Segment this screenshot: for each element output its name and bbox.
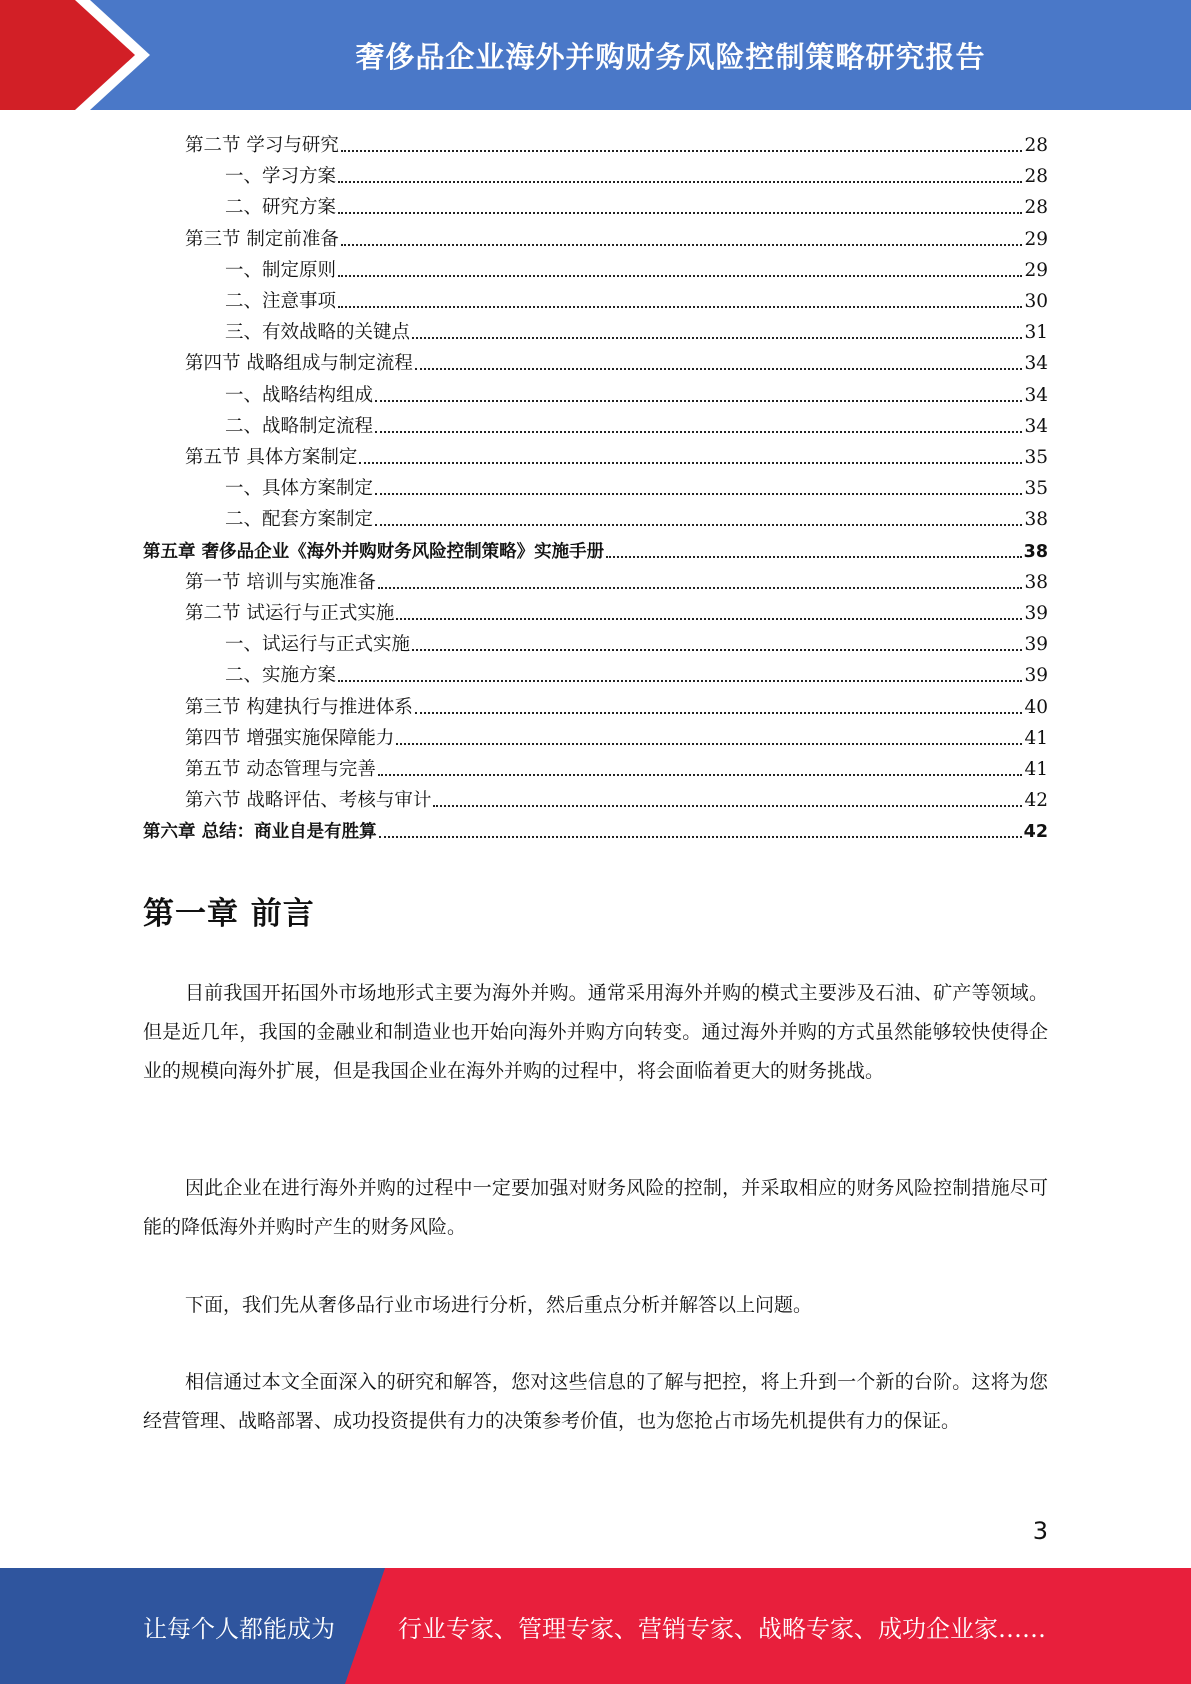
toc-subsection-entry[interactable] — [225, 657, 1048, 688]
toc-dot-leader — [375, 431, 1022, 433]
toc-entry-page: 42 — [1023, 822, 1048, 843]
toc-section-entry[interactable] — [185, 689, 1048, 720]
toc-subsection-entry[interactable] — [225, 501, 1048, 532]
toc-subsection-entry[interactable] — [225, 470, 1048, 501]
toc-entry-page: 35 — [1024, 447, 1048, 468]
toc-entry-page: 41 — [1024, 727, 1048, 749]
paragraph-intro-1: 目前我国开拓国外市场地形式主要为海外并购。通常采用海外并购的模式主要涉及石油、矿产等领域。但是近几年，我国的金融业和制造业也开始向海外并购方向转变。通过海外并购的方式虽然能够较快使得企业的规模向海外扩展，但是我国企业在海外并购的过程中，将会面临着更大的财务挑战。 — [143, 982, 1048, 1082]
toc-dot-leader — [412, 337, 1022, 339]
toc-entry-page: 31 — [1024, 322, 1048, 344]
toc-dot-leader — [375, 400, 1022, 402]
toc-entry-page: 28 — [1024, 166, 1048, 188]
toc-entry-label: 第三节 构建执行与推进体系 — [185, 696, 413, 718]
toc-dot-leader — [412, 649, 1022, 651]
toc-entry-page: 28 — [1024, 197, 1048, 219]
toc-dot-leader — [338, 306, 1022, 308]
toc-entry-page: 39 — [1024, 634, 1048, 656]
toc-entry-label: 第五节 具体方案制定 — [185, 447, 358, 468]
toc-entry-page: 38 — [1023, 541, 1048, 562]
toc-entry-label: 二、战略制定流程 — [225, 415, 374, 437]
toc-entry-label: 第六节 战略评估、考核与审计 — [185, 790, 432, 812]
toc-chapter-entry[interactable] — [143, 813, 1048, 844]
toc-entry-label: 第三节 制定前准备 — [185, 228, 339, 250]
toc-dot-leader — [606, 556, 1022, 558]
toc-entry-label: 一、战略结构组成 — [225, 384, 374, 406]
toc-entry-label: 第五节 动态管理与完善 — [185, 759, 376, 780]
toc-entry-page: 30 — [1024, 291, 1048, 312]
toc-subsection-entry[interactable] — [225, 314, 1048, 345]
toc-section-entry[interactable] — [185, 720, 1048, 751]
paragraph-intro-3: 下面，我们先从奢侈品行业市场进行分析，然后重点分析并解答以上问题。 — [185, 1294, 813, 1316]
footer-banner — [0, 1568, 1191, 1684]
toc-entry-page: 39 — [1024, 665, 1048, 687]
toc-subsection-entry[interactable] — [225, 408, 1048, 439]
toc-subsection-entry[interactable] — [225, 626, 1048, 657]
toc-dot-leader — [378, 774, 1023, 776]
footer-slogan-left: 让每个人都能成为 — [143, 1614, 335, 1643]
toc-subsection-entry[interactable] — [225, 377, 1048, 408]
toc-entry-page: 39 — [1024, 603, 1048, 624]
page-number: 3 — [1032, 1517, 1048, 1545]
toc-dot-leader — [379, 836, 1022, 838]
toc-subsection-entry[interactable] — [225, 189, 1048, 220]
toc-section-entry[interactable] — [185, 751, 1048, 782]
toc-entry-label: 第二节 试运行与正式实施 — [185, 603, 395, 624]
footer-slogan-right: 行业专家、管理专家、营销专家、战略专家、成功企业家…… — [398, 1614, 1046, 1643]
toc-entry-page: 41 — [1024, 759, 1048, 780]
toc-subsection-entry[interactable] — [225, 158, 1048, 189]
toc-entry-label: 一、学习方案 — [225, 166, 337, 188]
toc-entry-label: 二、注意事项 — [225, 291, 337, 312]
toc-dot-leader — [396, 743, 1022, 745]
header-banner — [0, 0, 1191, 110]
toc-entry-page: 29 — [1024, 259, 1048, 281]
toc-entry-label: 第五章 奢侈品企业《海外并购财务风险控制策略》实施手册 — [143, 541, 605, 562]
toc-section-entry[interactable] — [185, 127, 1048, 158]
toc-entry-label: 一、制定原则 — [225, 259, 337, 281]
toc-entry-label: 二、配套方案制定 — [225, 509, 374, 531]
toc-entry-label: 第二节 学习与研究 — [185, 135, 339, 156]
toc-section-entry[interactable] — [185, 564, 1048, 595]
toc-entry-label: 一、试运行与正式实施 — [225, 634, 411, 656]
toc-dot-leader — [338, 275, 1022, 277]
toc-entry-label: 二、研究方案 — [225, 197, 337, 219]
toc-dot-leader — [415, 368, 1023, 370]
toc-entry-label: 第四节 战略组成与制定流程 — [185, 353, 413, 375]
toc-section-entry[interactable] — [185, 345, 1048, 376]
document-title: 奢侈品企业海外并购财务风险控制策略研究报告 — [355, 39, 986, 74]
chevron-arrow-icon — [0, 0, 160, 110]
toc-subsection-entry[interactable] — [225, 283, 1048, 314]
toc-dot-leader — [338, 212, 1022, 214]
toc-entry-page: 28 — [1024, 135, 1048, 156]
toc-entry-label: 第一节 培训与实施准备 — [185, 571, 376, 593]
toc-entry-page: 35 — [1024, 478, 1048, 500]
toc-dot-leader — [338, 181, 1022, 183]
toc-dot-leader — [378, 587, 1023, 589]
toc-entry-label: 一、具体方案制定 — [225, 478, 374, 500]
toc-dot-leader — [433, 805, 1022, 807]
toc-entry-label: 第四节 增强实施保障能力 — [185, 727, 395, 749]
chapter-heading: 第一章 前言 — [143, 896, 315, 932]
toc-entry-label: 三、有效战略的关键点 — [225, 322, 411, 344]
toc-dot-leader — [375, 524, 1022, 526]
toc-entry-page: 38 — [1024, 571, 1048, 593]
toc-entry-page: 40 — [1024, 696, 1048, 718]
toc-dot-leader — [338, 680, 1022, 682]
toc-entry-page: 34 — [1024, 415, 1048, 437]
toc-dot-leader — [341, 244, 1023, 246]
toc-dot-leader — [415, 712, 1023, 714]
toc-entry-page: 38 — [1024, 509, 1048, 531]
toc-dot-leader — [396, 618, 1022, 620]
paragraph-intro-4: 相信通过本文全面深入的研究和解答，您对这些信息的了解与把控，将上升到一个新的台阶。这将为您经营管理、战略部署、成功投资提供有力的决策参考价值，也为您抢占市场先机提供有力的保证。 — [143, 1371, 1048, 1432]
toc-chapter-entry[interactable] — [143, 533, 1048, 564]
toc-dot-leader — [341, 150, 1023, 152]
toc-dot-leader — [375, 493, 1022, 495]
toc-subsection-entry[interactable] — [225, 252, 1048, 283]
toc-entry-page: 29 — [1024, 228, 1048, 250]
toc-section-entry[interactable] — [185, 439, 1048, 470]
toc-dot-leader — [359, 462, 1022, 464]
paragraph-intro-2: 因此企业在进行海外并购的过程中一定要加强对财务风险的控制，并采取相应的财务风险控制措施尽可能的降低海外并购时产生的财务风险。 — [143, 1177, 1048, 1238]
toc-section-entry[interactable] — [185, 595, 1048, 626]
toc-entry-page: 42 — [1024, 790, 1048, 812]
toc-entry-label: 二、实施方案 — [225, 665, 337, 687]
toc-section-entry[interactable] — [185, 221, 1048, 252]
toc-entry-page: 34 — [1024, 384, 1048, 406]
toc-section-entry[interactable] — [185, 782, 1048, 813]
toc-entry-page: 34 — [1024, 353, 1048, 375]
toc-entry-label: 第六章 总结：商业自是有胜算 — [143, 822, 377, 843]
